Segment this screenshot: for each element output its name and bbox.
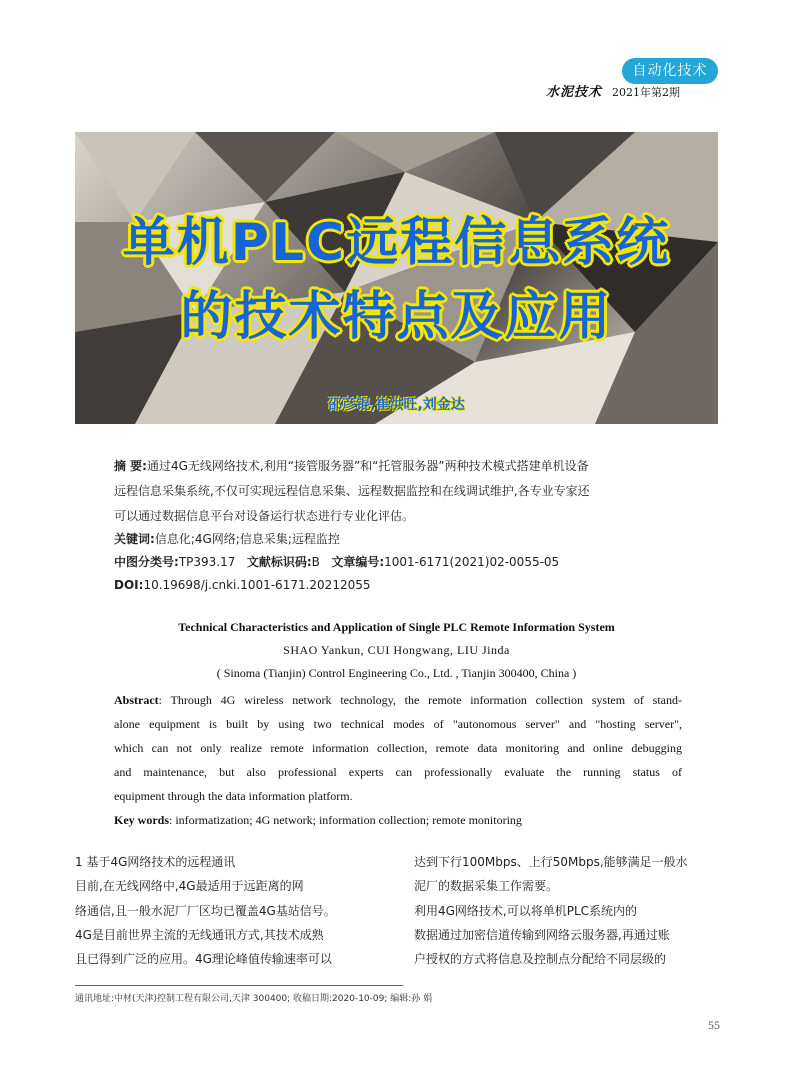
abstract-cn-line-3: 可以通过数据信息平台对设备运行状态进行专业化评估。 [114,509,415,523]
english-title: Technical Characteristics and Application of Single PLC Remote Information System [178,620,615,634]
section-heading-1: 1 基于4G网络技术的远程通讯 [75,855,236,869]
article-value: 1001-6171(2021)02-0055-05 [384,555,560,569]
classification-line [114,551,688,573]
keywords-en [114,808,682,832]
title-line-2: 的技术特点及应用 [180,287,613,347]
page-number: 55 [708,1018,720,1032]
journal-issue: 2021年第2期 [612,86,681,99]
body-col1-line: 络通信,且一般水泥厂厂区均已覆盖4G基站信号。 [75,904,336,918]
body-col2-line: 泥厂的数据采集工作需要。 [414,879,559,893]
authors-chinese: 邵彦锟,崔洪旺,刘金达 [328,397,465,413]
abstract-en-line-2: alone equipment is built by using two technical modes of "autonomous server" and "hosting server", [114,717,682,731]
class-value: TP393.17 [178,555,236,569]
abstract-en-line-5: equipment through the data information platform. [114,789,353,803]
doi-line [114,574,688,596]
journal-header [546,84,696,104]
abstract-cn-text-1: 通过4G无线网络技术,利用“接管服务器”和“托管服务器”两种技术模式搭建单机设备 [146,459,589,473]
abstract-en-line-1 [114,688,682,712]
abstract-en-line-4: and maintenance, but also professional experts can professionally evaluate the running status of [114,765,682,779]
article-label: 文章编号: [331,555,385,569]
footnote-divider [75,985,403,986]
section-badge: 自动化技术 [622,58,718,84]
journal-name: 水泥技术 [546,85,603,100]
body-col2-line: 达到下行100Mbps、上行50Mbps,能够满足一般水 [414,855,688,869]
title-line-1: 单机PLC远程信息系统 [122,213,671,273]
class-label: 中图分类号: [114,555,179,569]
body-col1-line: 目前,在无线网络中,4G最适用于远距离的网 [75,879,304,893]
doi-label: DOI: [114,578,144,592]
body-col1-line: 且已得到广泛的应用。4G理论峰值传输速率可以 [75,952,332,966]
keywords-cn-text: 信息化;4G网络;信息采集;远程监控 [154,532,340,546]
title-banner [75,132,718,424]
english-authors: SHAO Yankun, CUI Hongwang, LIU Jinda [283,643,510,657]
body-col1-line: 4G是目前世界主流的无线通讯方式,其技术成熟 [75,928,324,942]
abstract-en-line-3: which can not only realize remote information collection, remote data monitoring and online debugging [114,741,682,755]
footnote: 通讯地址:中材(天津)控制工程有限公司,天津 300400; 收稿日期:2020-10-09; 编辑:孙 娟 [75,994,433,1004]
doccode-label: 文献标识码: [246,555,312,569]
doccode-value: B [311,555,320,569]
abstract-cn-line-1 [114,455,688,477]
body-col2-line: 户授权的方式将信息及控制点分配给不同层级的 [414,952,667,966]
abstract-cn-label: 摘 要: [114,459,147,473]
english-affiliation: ( Sinoma (Tianjin) Control Engineering Co., Ltd. , Tianjin 300400, China ) [216,666,577,680]
abstract-en-text-1: : Through 4G wireless network technology, the remote information collection system of stand- [158,693,682,707]
abstract-en-label: Abstract [114,693,159,707]
body-col2-line: 利用4G网络技术,可以将单机PLC系统内的 [414,904,638,918]
doi-value: 10.19698/j.cnki.1001-6171.20212055 [143,578,371,592]
keywords-en-label: Key words [114,813,169,827]
keywords-cn [114,528,688,550]
keywords-cn-label: 关键词: [114,532,155,546]
keywords-en-text: : informatization; 4G network; information collection; remote monitoring [169,813,522,827]
abstract-cn-line-2: 远程信息采集系统,不仅可实现远程信息采集、远程数据监控和在线调试维护,各专业专家还 [114,484,590,498]
body-col2-line: 数据通过加密信道传输到网络云服务器,再通过账 [414,928,670,942]
